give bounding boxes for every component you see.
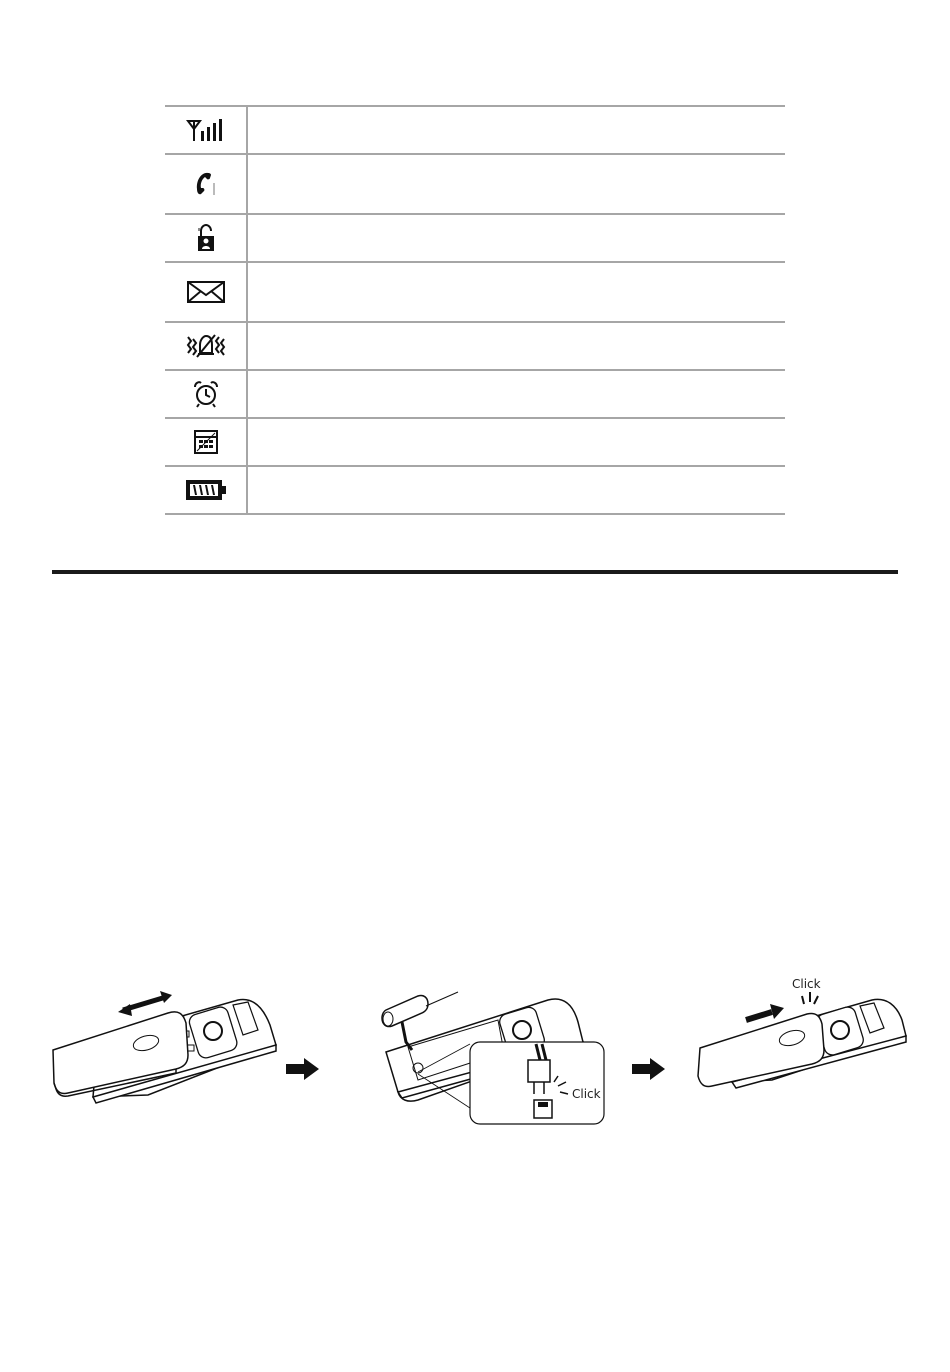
icon-description: [247, 466, 785, 514]
battery-icon: [184, 477, 228, 503]
step2-connect-battery-illustration: [378, 982, 608, 1127]
icon-description: [247, 322, 785, 370]
icon-cell: [165, 418, 247, 466]
phone-handset-icon: [191, 169, 221, 199]
icon-table: [165, 105, 785, 515]
icon-cell: [165, 262, 247, 322]
vibrate-silent-icon: [184, 331, 228, 361]
icon-cell: [165, 154, 247, 214]
table-row: [165, 154, 785, 214]
table-row: [165, 418, 785, 466]
icon-description: [247, 214, 785, 262]
alarm-clock-icon: [191, 379, 221, 409]
icon-description: [247, 106, 785, 154]
table-row: [165, 214, 785, 262]
arrow-right-icon: [632, 1058, 666, 1080]
step3-click-label: Click: [792, 977, 821, 991]
table-row: [165, 106, 785, 154]
step1-remove-cover-illustration: [48, 985, 278, 1105]
step2-click-label: Click: [572, 1087, 601, 1101]
table-row: [165, 370, 785, 418]
keypad-lock-icon: [194, 223, 218, 253]
arrow-right-icon: [286, 1058, 320, 1080]
table-row: [165, 466, 785, 514]
step3-close-cover-illustration: [692, 990, 910, 1090]
icon-description: [247, 262, 785, 322]
signal-strength-icon: [185, 117, 227, 143]
table-row: [165, 262, 785, 322]
envelope-icon: [186, 279, 226, 305]
calendar-icon: [193, 429, 219, 455]
icon-cell: [165, 214, 247, 262]
table-row: [165, 322, 785, 370]
icon-description: [247, 154, 785, 214]
icon-cell: [165, 370, 247, 418]
icon-description: [247, 418, 785, 466]
icon-description: [247, 370, 785, 418]
icon-cell: [165, 466, 247, 514]
icon-cell: [165, 106, 247, 154]
section-divider: [52, 570, 898, 574]
icon-cell: [165, 322, 247, 370]
